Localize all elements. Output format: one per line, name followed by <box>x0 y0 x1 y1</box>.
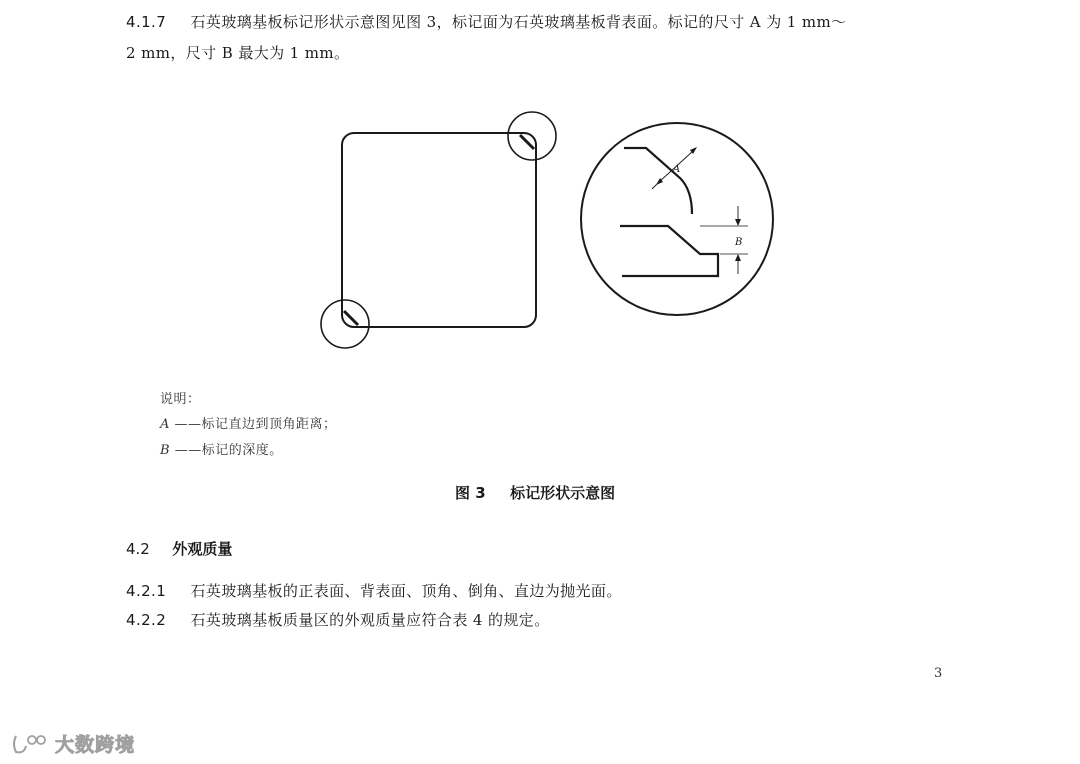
detail-view-circle <box>581 123 773 315</box>
dimension-b-arrow-bottom <box>735 254 741 261</box>
figure-caption-title: 标记形状示意图 <box>510 484 616 502</box>
section-4-2-heading <box>126 538 232 559</box>
para-4-2-2-text: 石英玻璃基板质量区的外观质量应符合表 4 的规定。 <box>190 611 550 629</box>
section-4-2-number: 4.2 <box>126 540 150 558</box>
legend-a-symbol: A <box>160 417 170 432</box>
para-4-2-1-text: 石英玻璃基板的正表面、背表面、顶角、倒角、直边为抛光面。 <box>190 582 622 600</box>
substrate-outline <box>342 133 536 327</box>
watermark <box>10 730 135 757</box>
dimension-b-arrow-top <box>735 219 741 226</box>
legend-item-a <box>160 413 337 432</box>
para-4-2-2 <box>126 609 550 630</box>
para-4-2-1-number: 4.2.1 <box>126 582 167 600</box>
watermark-text: 大数跨境 <box>55 734 136 756</box>
para-4-2-2-number: 4.2.2 <box>126 611 167 629</box>
para-4-1-7-text-line1: 石英玻璃基板标记形状示意图见图 3，标记面为石英玻璃基板背表面。标记的尺寸 A 为 1 mm～ <box>190 13 847 31</box>
legend-heading: 说明： <box>160 392 201 407</box>
para-4-1-7-text-line2: 2 mm，尺寸 B 最大为 1 mm。 <box>126 44 350 62</box>
section-4-2-title: 外观质量 <box>172 540 233 558</box>
figure-caption <box>455 482 615 503</box>
page-number: 3 <box>934 666 943 681</box>
figure-caption-number: 图 3 <box>455 484 486 502</box>
para-4-2-1 <box>126 580 622 601</box>
legend-a-text: ——标记直边到顶角距离； <box>174 417 337 432</box>
detail-chamfer-edge <box>624 148 692 214</box>
watermark-logo-icon <box>10 732 50 756</box>
para-4-1-7-number: 4.1.7 <box>126 13 167 31</box>
figure-label-a: A <box>673 164 681 175</box>
legend-item-b <box>160 439 283 458</box>
legend-b-text: ——标记的深度。 <box>174 443 283 458</box>
legend-b-symbol: B <box>160 443 171 458</box>
figure-label-b: B <box>735 237 743 248</box>
detail-depth-profile <box>620 226 718 276</box>
